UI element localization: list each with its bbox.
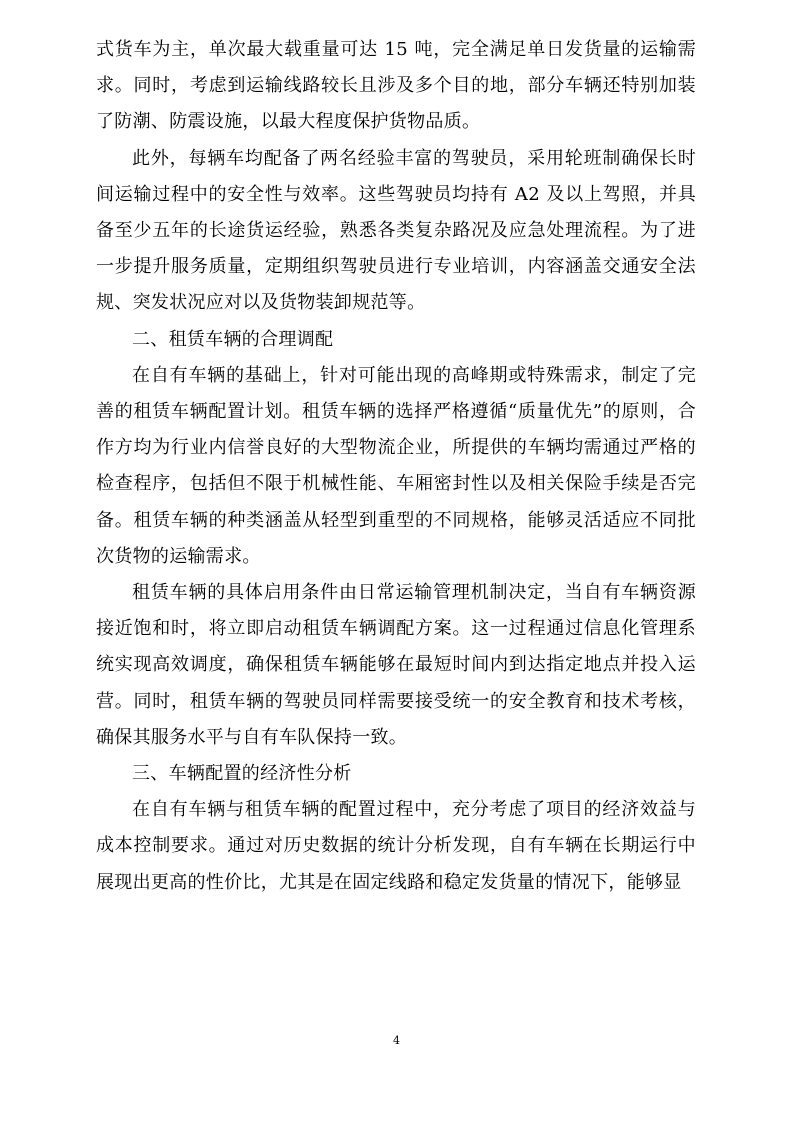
paragraph-rental-plan: 在自有车辆的基础上，针对可能出现的高峰期或特殊需求，制定了完善的租赁车辆配置计划。租赁车辆的选择严格遵循“质量优先”的原则，合作方均为行业内信誉良好的大型物流企业，所提供的车辆均需通过严格的检查程序，包括但不限于机械性能、车厢密封性以及相关保险手续是否完备。租赁车辆的种类涵盖从轻型到重型的不同规格，能够灵活适应不同批次货物的运输需求。 (96, 364, 696, 567)
paragraph-economics: 在自有车辆与租赁车辆的配置过程中，充分考虑了项目的经济效益与成本控制要求。通过对历史数据的统计分析发现，自有车辆在长期运行中展现出更高的性价比，尤其是在固定线路和稳定发货量的情况下，能够显 (96, 799, 696, 893)
section-heading-economics: 三、车辆配置的经济性分析 (132, 763, 352, 785)
paragraph-rental-conditions: 租赁车辆的具体启用条件由日常运输管理机制决定，当自有车辆资源接近饱和时，将立即启动租赁车辆调配方案。这一过程通过信息化管理系统实现高效调度，确保租赁车辆能够在最短时间内到达指定地点并投入运营。同时，租赁车辆的驾驶员同样需要接受统一的安全教育和技术考核，确保其服务水平与自有车队保持一致。 (96, 582, 696, 748)
page-number: 4 (393, 1034, 400, 1047)
paragraph-continued: 式货车为主，单次最大载重量可达 15 吨，完全满足单日发货量的运输需求。同时，考虑到运输线路较长且涉及多个目的地，部分车辆还特别加装了防潮、防震设施，以最大程度保护货物品质。 (96, 39, 696, 133)
paragraph-drivers: 此外，每辆车均配备了两名经验丰富的驾驶员，采用轮班制确保长时间运输过程中的安全性与效率。这些驾驶员均持有 A2 及以上驾照，并具备至少五年的长途货运经验，熟悉各类复杂路况及应急处理流程。为了进一步提升服务质量，定期组织驾驶员进行专业培训，内容涵盖交通安全法规、突发状况应对以及货物装卸规范等。 (96, 147, 696, 314)
section-heading-rental: 二、租赁车辆的合理调配 (132, 328, 334, 350)
page-body (96, 32, 696, 901)
